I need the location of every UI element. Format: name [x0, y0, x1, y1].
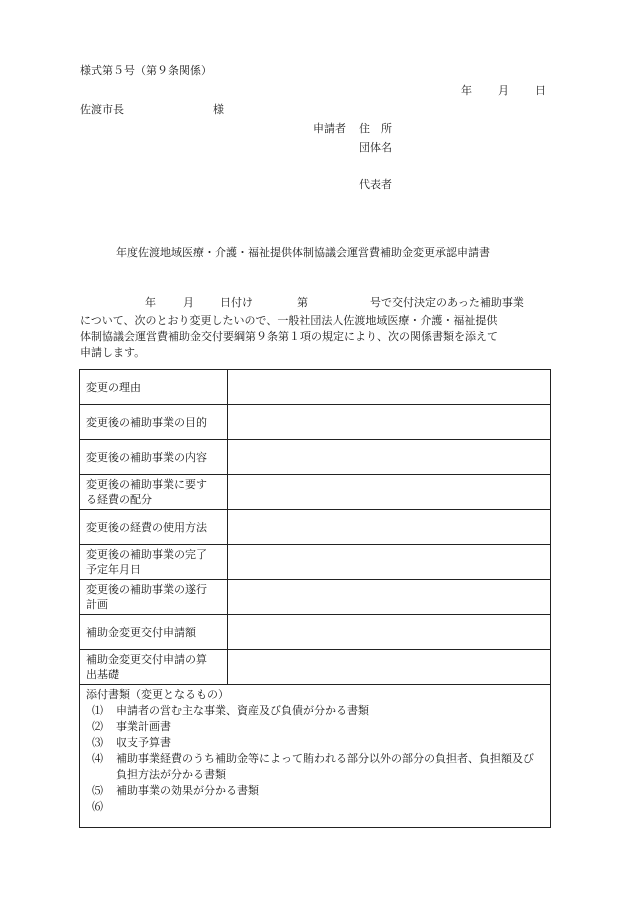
row-value-cell[interactable]: [228, 580, 551, 615]
attachment-number: ⑹: [92, 800, 103, 813]
row-label-line: 予定年月日: [86, 563, 141, 576]
attachment-text: 補助事業の効果が分かる書類: [116, 784, 259, 797]
row-label: [80, 580, 228, 615]
row-label-line: る経費の配分: [86, 493, 152, 506]
body-year: 年: [145, 296, 156, 309]
attachment-item: [86, 735, 544, 751]
row-label-line: 変更後の補助事業の目的: [86, 415, 207, 429]
row-label-line: 変更後の補助事業の内容: [86, 450, 207, 464]
date-year-label: 年: [461, 84, 472, 97]
body-line-2: について、次のとおり変更したいので、一般社団法人佐渡地域医療・介護・福祉提供: [80, 314, 498, 327]
representative-label: 代表者: [359, 178, 392, 191]
body-line1-tail: 号で交付決定のあった補助事業: [370, 296, 524, 309]
attachment-number: ⑴: [92, 704, 103, 717]
attachments-row: [80, 685, 551, 828]
attachment-text: 事業計画書: [116, 720, 171, 733]
row-value-cell[interactable]: [228, 405, 551, 440]
row-label-line: 変更後の補助事業に要す: [86, 478, 207, 491]
attachment-item: [86, 719, 544, 735]
row-label-line: 変更後の経費の使用方法: [86, 520, 207, 534]
attachment-item: [86, 703, 544, 719]
body-month: 月: [183, 296, 194, 309]
row-label-line: 計画: [86, 598, 108, 611]
row-label: [80, 615, 228, 650]
row-label: [80, 475, 228, 510]
attachment-text: 補助事業経費のうち補助金等によって賄われる部分以外の部分の負担者、負担額及び負担方法が分かる書類: [116, 752, 534, 781]
form-number: 様式第５号（第９条関係）: [80, 64, 212, 77]
table-row: [80, 580, 551, 615]
date-day-label: 日: [535, 84, 546, 97]
row-label-line: 変更の理由: [86, 380, 141, 394]
document-title: 年度佐渡地域医療・介護・福祉提供体制協議会運営費補助金変更承認申請書: [116, 246, 490, 259]
attachments-cell: [80, 685, 551, 828]
attachment-number: ⑵: [92, 720, 103, 733]
date-month-label: 月: [498, 84, 509, 97]
table-row: [80, 650, 551, 685]
row-label-line: 出基礎: [86, 668, 119, 681]
attachment-number: ⑶: [92, 736, 103, 749]
body-date-of: 日付け: [220, 296, 253, 309]
body-line-4: 申請します。: [80, 346, 146, 359]
change-request-table: [79, 369, 551, 828]
row-value-cell[interactable]: [228, 370, 551, 405]
table-row: [80, 615, 551, 650]
table-row: [80, 440, 551, 475]
address-label: 住 所: [359, 122, 392, 135]
row-label: [80, 440, 228, 475]
table-row: [80, 545, 551, 580]
table-row: [80, 405, 551, 440]
row-value-cell[interactable]: [228, 475, 551, 510]
table-row: [80, 475, 551, 510]
row-label-line: 変更後の補助事業の完了: [86, 548, 207, 561]
row-label: [80, 510, 228, 545]
attachment-text: 収支予算書: [116, 736, 171, 749]
attachments-title: 添付書類（変更となるもの）: [86, 688, 229, 701]
row-label: [80, 370, 228, 405]
row-value-cell[interactable]: [228, 650, 551, 685]
row-label-line: 変更後の補助事業の遂行: [86, 583, 207, 596]
row-value-cell[interactable]: [228, 510, 551, 545]
row-value-cell[interactable]: [228, 440, 551, 475]
row-label: [80, 545, 228, 580]
attachment-item: [86, 783, 544, 799]
attachment-item: [86, 751, 544, 783]
row-label-line: 補助金変更交付申請の算: [86, 653, 207, 666]
attachment-number: ⑸: [92, 784, 103, 797]
row-label: [80, 650, 228, 685]
addressee-honorific: 様: [213, 103, 224, 116]
row-label: [80, 405, 228, 440]
table-row: [80, 370, 551, 405]
addressee: 佐渡市長: [80, 103, 124, 116]
row-value-cell[interactable]: [228, 615, 551, 650]
row-value-cell[interactable]: [228, 545, 551, 580]
organization-label: 団体名: [359, 141, 392, 154]
body-line-3: 体制協議会運営費補助金交付要綱第９条第１項の規定により、次の関係書類を添えて: [80, 330, 498, 343]
attachment-number: ⑷: [92, 752, 103, 765]
table-row: [80, 510, 551, 545]
applicant-label: 申請者: [313, 122, 346, 135]
row-label-line: 補助金変更交付申請額: [86, 625, 196, 639]
body-number-prefix: 第: [297, 296, 308, 309]
attachment-text: 申請者の営む主な事業、資産及び負債が分かる書類: [116, 704, 369, 717]
body-paragraph: [80, 313, 552, 361]
